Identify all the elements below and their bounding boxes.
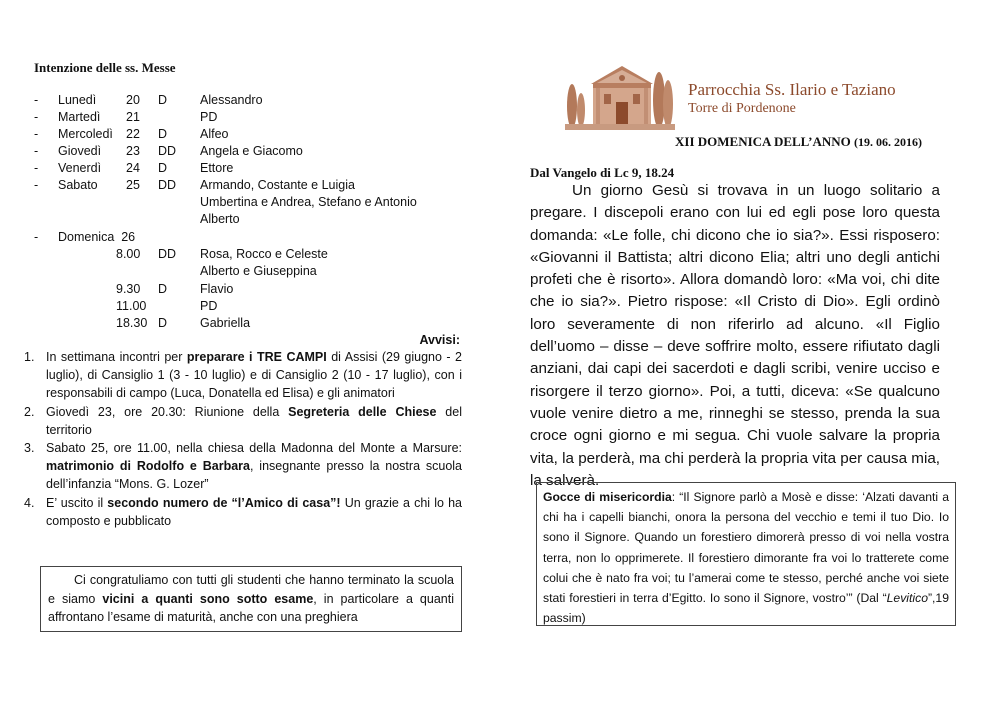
mass-names: Alfeo	[200, 127, 229, 141]
notice-item	[24, 403, 462, 439]
mass-day: Giovedì	[58, 144, 102, 158]
sunday-name: XII DOMENICA DELL’ANNO	[675, 134, 851, 149]
mass-day: Martedì	[58, 110, 101, 124]
notices-list	[24, 348, 462, 530]
notice-number: 4.	[24, 495, 35, 510]
mass-type: DD	[158, 247, 177, 261]
mass-names: Alberto e Giuseppina	[200, 264, 317, 278]
bullet-dash: -	[34, 110, 39, 124]
mass-type: DD	[158, 178, 177, 192]
parish-location: Torre di Pordenone	[688, 101, 796, 116]
notice-text: Giovedì 23, ore 20.30: Riunione della Segreteria delle Chiese del territorio	[46, 404, 462, 437]
mass-names: Alberto	[200, 212, 240, 226]
mercy-quote-text: : “Il Signore parlò a Mosè e disse: ‘Alzati davanti a chi ha i capelli bianchi, onora la persona del vecchio e temi il tuo Dio. Io sono il Signore. Quando un forestiero dimorerà presso di voi nella vostra terra, non lo opprimerete. Il forestiero dimorante fra voi lo tratterete come colui che è nato fra voi; tu l’amerai come te stesso, perché anche voi siete stati forestieri in terra d’Egitto. Io sono il Signore, vostro’” (Dal “	[543, 490, 949, 606]
mass-day: Sabato	[58, 178, 98, 192]
gospel-text: Un giorno Gesù si trovava in un luogo solitario a pregare. I discepoli erano con lui ed egli pose loro questa domanda: «Le folle, chi dicono che io sia?». Essi risposero: «Giovanni il Battista; altri dicono Elia; altri uno degli antichi profeti che è risorto». Allora domandò loro: «Ma voi, chi dite che io sia?». Pietro rispose: «Il Cristo di Dio». Egli ordinò loro severamente di non riferirlo ad alcuno. «Il Figlio dell’uomo – disse – deve soffrire molto, essere rifiutato dagli anziani, dai capi dei sacerdoti e dagli scribi, venire ucciso e risorgere il terzo giorno». Poi, a tutti, diceva: «Se qualcuno vuole venire dietro a me, rinneghi se stesso, prenda la sua croce ogni giorno e mi segua. Chi vuole salvare la propria vita, la perderà, ma chi perderà la propria vita per causa mia, la salverà.	[530, 182, 940, 489]
notice-number: 3.	[24, 441, 35, 456]
mass-type: D	[158, 127, 168, 141]
bullet-dash: -	[34, 93, 39, 107]
notice-item	[24, 348, 462, 403]
mass-type: DD	[158, 144, 177, 158]
mass-date: 24	[126, 161, 140, 175]
mass-date: 22	[126, 127, 140, 141]
notice-text: In settimana incontri per preparare i TRE CAMPI di Assisi (29 giugno - 2 luglio), di Cansiglio 1 (3 - 10 luglio) e di Cansiglio 2 (10 - 17 luglio), con i responsabili di campo (Luca, Donatella ed Elisa) e gli animatori	[46, 350, 463, 401]
mercy-quote-source: Levitico	[886, 591, 928, 606]
mass-names: Armando, Costante e Luigia	[200, 178, 355, 192]
notice-item	[24, 494, 462, 530]
mercy-quote-label: Gocce di misericordia	[543, 490, 672, 504]
bullet-dash: -	[34, 230, 39, 244]
mass-intentions-title: Intenzione delle ss. Messe	[34, 60, 176, 75]
mass-type: D	[158, 93, 168, 107]
notice-number: 2.	[24, 404, 35, 419]
notice-text: Sabato 25, ore 11.00, nella chiesa della Madonna del Monte a Marsure: matrimonio di Rodolfo e Barbara, insegnante presso la nostra scuola dell’infanzia “Mons. G. Lozer”	[46, 441, 462, 492]
notice-item	[24, 439, 462, 494]
mass-time: 9.30	[116, 282, 141, 296]
bullet-dash: -	[34, 144, 39, 158]
mass-date: 25	[126, 178, 140, 192]
mass-date: 21	[126, 110, 140, 124]
mass-names: PD	[200, 299, 218, 313]
notice-text: E’ uscito il secondo numero de “l’Amico di casa”! Un grazie a chi lo ha composto e pubblicato	[46, 495, 462, 528]
mass-day: Lunedì	[58, 93, 97, 107]
mass-names: Gabriella	[200, 316, 251, 330]
mass-type: D	[158, 161, 168, 175]
mass-date: 20	[126, 93, 140, 107]
mercy-quote-box: Gocce di misericordia: “Il Signore parlò a Mosè e disse: ‘Alzati davanti a chi ha i capelli bianchi, onora la persona del vecchio e temi il tuo Dio. Io sono il Signore. Quando un forestiero dimorerà presso di voi nella vostra terra, non lo opprimerete. Il forestiero dimorante fra voi lo tratterete come colui che è nato fra voi; tu l’amerai come te stesso, perché anche voi siete stati forestieri in terra d’Egitto. Io sono il Signore, vostro’” (Dal “Levitico”,19 passim)	[536, 482, 956, 626]
gospel-reference: Dal Vangelo di Lc 9, 18.24	[530, 165, 675, 180]
mass-day: Domenica 26	[58, 230, 136, 244]
mass-time: 11.00	[116, 299, 147, 313]
notices-heading: Avvisi:	[419, 333, 460, 347]
sunday-title	[675, 134, 922, 150]
congratulations-box: Ci congratuliamo con tutti gli studenti che hanno terminato la scuola e siamo vicini a quanti sono sotto esame, in particolare a quanti affrontano l’esame di maturità, anche con una preghiera	[40, 566, 462, 632]
mass-date: 23	[126, 144, 140, 158]
mass-time: 8.00	[116, 247, 141, 261]
mass-day: Venerdì	[58, 161, 102, 175]
bullet-dash: -	[34, 161, 39, 175]
mass-type: D	[158, 282, 168, 296]
mass-names: Umbertina e Andrea, Stefano e Antonio	[200, 195, 417, 209]
church-logo-icon	[565, 58, 675, 130]
mass-names: Flavio	[200, 282, 234, 296]
mass-names: Ettore	[200, 161, 234, 175]
bullet-dash: -	[34, 127, 39, 141]
mass-names: Rosa, Rocco e Celeste	[200, 247, 328, 261]
mass-names: Alessandro	[200, 93, 263, 107]
mass-day: Mercoledì	[58, 127, 113, 141]
bullet-dash: -	[34, 178, 39, 192]
parish-name: Parrocchia Ss. Ilario e Taziano	[688, 80, 896, 99]
mass-time: 18.30	[116, 316, 148, 330]
sunday-date: (19. 06. 2016)	[854, 135, 923, 149]
mass-type: D	[158, 316, 168, 330]
mass-names: Angela e Giacomo	[200, 144, 303, 158]
notice-number: 1.	[24, 350, 35, 364]
mass-names: PD	[200, 110, 218, 124]
